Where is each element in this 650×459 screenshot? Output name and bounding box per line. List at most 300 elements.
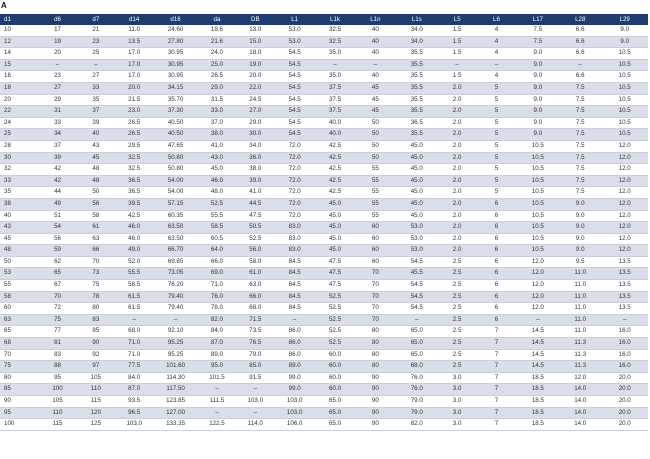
table-cell: 18 bbox=[0, 82, 38, 94]
table-cell: 13.5 bbox=[115, 36, 153, 48]
table-cell: 14.0 bbox=[559, 419, 601, 431]
table-cell: – bbox=[396, 314, 438, 326]
table-cell: 49.0 bbox=[115, 245, 153, 257]
table-cell: 70 bbox=[38, 291, 76, 303]
table-cell: 35.5 bbox=[396, 106, 438, 118]
table-cell: 101.60 bbox=[153, 361, 197, 373]
table-cell: 56 bbox=[38, 233, 76, 245]
table-cell: 65.0 bbox=[315, 407, 355, 419]
table-cell: – bbox=[198, 384, 236, 396]
table-cell: 22.0 bbox=[236, 82, 274, 94]
table-cell: 60 bbox=[0, 303, 38, 315]
table-cell: 12.0 bbox=[601, 164, 648, 176]
table-cell: 60.5 bbox=[198, 233, 236, 245]
table-cell: 53.0 bbox=[274, 36, 314, 48]
table-cell: 35 bbox=[0, 187, 38, 199]
table-cell: 5 bbox=[476, 164, 516, 176]
table-cell: 66.70 bbox=[153, 245, 197, 257]
table-cell: 10.5 bbox=[517, 164, 559, 176]
table-cell: 41.0 bbox=[236, 187, 274, 199]
table-cell: 65.0 bbox=[315, 396, 355, 408]
table-cell: 19.0 bbox=[236, 59, 274, 71]
table-cell: 52.0 bbox=[115, 256, 153, 268]
table-cell: 2.5 bbox=[438, 361, 476, 373]
table-cell: 6 bbox=[476, 233, 516, 245]
table-cell: 42 bbox=[38, 175, 76, 187]
table-cell: 54.00 bbox=[153, 175, 197, 187]
table-cell: 85 bbox=[77, 326, 115, 338]
table-cell: 7.5 bbox=[559, 140, 601, 152]
table-cell: 19 bbox=[38, 36, 76, 48]
table-cell: 21 bbox=[77, 25, 115, 36]
table-cell: 2.0 bbox=[438, 152, 476, 164]
table-cell: 42.5 bbox=[115, 210, 153, 222]
table-cell: – bbox=[601, 314, 648, 326]
table-cell: 17.0 bbox=[115, 48, 153, 60]
table-cell: 111.5 bbox=[198, 396, 236, 408]
table-cell: 47.5 bbox=[315, 268, 355, 280]
table-cell: 90 bbox=[0, 396, 38, 408]
table-cell: 25 bbox=[77, 48, 115, 60]
table-cell: 31.5 bbox=[198, 94, 236, 106]
table-cell: 52.5 bbox=[236, 233, 274, 245]
table-cell: 55 bbox=[355, 187, 395, 199]
table-cell: 60.0 bbox=[315, 372, 355, 384]
table-cell: 114.0 bbox=[236, 419, 274, 431]
table-cell: 2.0 bbox=[438, 222, 476, 234]
table-cell: 39.0 bbox=[236, 175, 274, 187]
table-row bbox=[0, 140, 648, 152]
table-cell: 2.0 bbox=[438, 175, 476, 187]
table-cell: 14.0 bbox=[559, 396, 601, 408]
table-cell: 33.0 bbox=[198, 106, 236, 118]
table-cell: 5 bbox=[476, 187, 516, 199]
table-cell: 2.0 bbox=[438, 187, 476, 199]
table-cell: 10.5 bbox=[517, 222, 559, 234]
table-cell: 45.0 bbox=[396, 140, 438, 152]
table-row bbox=[0, 25, 648, 36]
table-cell: 83.0 bbox=[274, 233, 314, 245]
table-cell: 42.5 bbox=[315, 175, 355, 187]
table-cell: 63.50 bbox=[153, 222, 197, 234]
table-cell: 52.5 bbox=[315, 314, 355, 326]
table-cell: 60 bbox=[355, 256, 395, 268]
table-cell: 35.5 bbox=[396, 82, 438, 94]
table-cell: 71.0 bbox=[198, 280, 236, 292]
table-cell: 84.5 bbox=[274, 256, 314, 268]
table-cell: 17 bbox=[38, 25, 76, 36]
table-cell: 50 bbox=[355, 140, 395, 152]
table-cell: 34.0 bbox=[236, 140, 274, 152]
table-cell: 11.0 bbox=[559, 303, 601, 315]
table-cell: 78 bbox=[77, 291, 115, 303]
table-cell: 4 bbox=[476, 71, 516, 83]
table-cell: 65.0 bbox=[315, 419, 355, 431]
table-cell: 40 bbox=[355, 25, 395, 36]
table-cell: 69.0 bbox=[198, 268, 236, 280]
table-cell: 7.5 bbox=[517, 25, 559, 36]
table-cell: – bbox=[559, 59, 601, 71]
table-cell: 80 bbox=[355, 338, 395, 350]
table-cell: 50 bbox=[355, 129, 395, 141]
table-cell: – bbox=[236, 384, 274, 396]
table-row bbox=[0, 48, 648, 60]
table-cell: 60.35 bbox=[153, 210, 197, 222]
table-cell: 36.5 bbox=[115, 187, 153, 199]
table-cell: 53.0 bbox=[396, 222, 438, 234]
table-cell: 12.0 bbox=[601, 175, 648, 187]
table-cell: 15.0 bbox=[236, 36, 274, 48]
table-cell: 53.0 bbox=[274, 25, 314, 36]
table-cell: 80 bbox=[77, 303, 115, 315]
table-cell: 84.5 bbox=[274, 280, 314, 292]
table-cell: 54 bbox=[38, 222, 76, 234]
table-cell: 10.5 bbox=[517, 198, 559, 210]
table-cell: 11.0 bbox=[115, 25, 153, 36]
table-cell: 24 bbox=[0, 117, 38, 129]
table-cell: 14.0 bbox=[559, 384, 601, 396]
table-cell: 50 bbox=[0, 256, 38, 268]
table-cell: 93.5 bbox=[115, 396, 153, 408]
table-cell: 99.0 bbox=[274, 384, 314, 396]
table-cell: 2.0 bbox=[438, 106, 476, 118]
table-cell: 11.0 bbox=[559, 314, 601, 326]
table-cell: 52.5 bbox=[315, 291, 355, 303]
table-cell: 14.5 bbox=[517, 338, 559, 350]
table-cell: 105 bbox=[77, 372, 115, 384]
table-cell: 49 bbox=[38, 198, 76, 210]
table-cell: 5 bbox=[476, 117, 516, 129]
table-cell: 76.5 bbox=[236, 338, 274, 350]
table-cell: 5 bbox=[476, 175, 516, 187]
table-cell: 2.0 bbox=[438, 245, 476, 257]
table-row bbox=[0, 82, 648, 94]
table-cell: 72.0 bbox=[274, 187, 314, 199]
table-cell: 16.0 bbox=[601, 326, 648, 338]
column-header: d6 bbox=[38, 14, 76, 25]
table-row bbox=[0, 372, 648, 384]
table-cell: 21.6 bbox=[198, 36, 236, 48]
table-cell: 3.0 bbox=[438, 372, 476, 384]
table-cell: 37.5 bbox=[315, 82, 355, 94]
table-cell: 30.95 bbox=[153, 48, 197, 60]
table-cell: 65.0 bbox=[396, 349, 438, 361]
table-cell: 13.5 bbox=[601, 303, 648, 315]
table-cell: 11.0 bbox=[559, 268, 601, 280]
table-cell: 29 bbox=[38, 94, 76, 106]
table-cell: 70 bbox=[355, 291, 395, 303]
table-cell: 47.5 bbox=[236, 210, 274, 222]
table-cell: 3.0 bbox=[438, 396, 476, 408]
column-header: d1 bbox=[0, 14, 38, 25]
table-cell: 51 bbox=[38, 210, 76, 222]
column-header: L1 bbox=[274, 14, 314, 25]
table-cell: 18.5 bbox=[517, 384, 559, 396]
table-cell: 10.5 bbox=[601, 71, 648, 83]
table-cell: 65.0 bbox=[396, 326, 438, 338]
table-cell: 42 bbox=[38, 164, 76, 176]
table-cell: 88 bbox=[38, 361, 76, 373]
table-cell: 10.5 bbox=[601, 48, 648, 60]
table-cell: 20.0 bbox=[115, 82, 153, 94]
table-cell: 33 bbox=[77, 82, 115, 94]
table-cell: 95 bbox=[38, 372, 76, 384]
table-cell: 2.0 bbox=[438, 94, 476, 106]
table-cell: 103.0 bbox=[115, 419, 153, 431]
table-cell: 72.0 bbox=[274, 210, 314, 222]
table-cell: 16 bbox=[0, 71, 38, 83]
table-cell: 6 bbox=[476, 268, 516, 280]
table-cell: 20 bbox=[38, 48, 76, 60]
table-cell: 53.0 bbox=[396, 245, 438, 257]
table-cell: 44.5 bbox=[236, 198, 274, 210]
table-cell: 12.0 bbox=[601, 140, 648, 152]
table-cell: 26.5 bbox=[198, 71, 236, 83]
table-cell: 50 bbox=[355, 152, 395, 164]
table-cell: 38.0 bbox=[236, 164, 274, 176]
table-cell: 60 bbox=[355, 245, 395, 257]
table-cell: 48 bbox=[0, 245, 38, 257]
table-cell: – bbox=[153, 314, 197, 326]
table-cell: 55 bbox=[355, 164, 395, 176]
table-cell: 65 bbox=[38, 268, 76, 280]
table-cell: 81 bbox=[38, 338, 76, 350]
table-cell: 1.5 bbox=[438, 36, 476, 48]
table-row bbox=[0, 71, 648, 83]
table-cell: 3.0 bbox=[438, 407, 476, 419]
table-cell: 38.0 bbox=[198, 129, 236, 141]
table-cell: 7 bbox=[476, 419, 516, 431]
table-cell: 9.0 bbox=[517, 94, 559, 106]
table-cell: 36.5 bbox=[396, 117, 438, 129]
table-cell: 84.5 bbox=[274, 291, 314, 303]
table-cell: 47.65 bbox=[153, 140, 197, 152]
table-cell: 32.5 bbox=[115, 152, 153, 164]
table-row bbox=[0, 407, 648, 419]
table-cell: 18.5 bbox=[517, 407, 559, 419]
table-cell: 9.0 bbox=[517, 59, 559, 71]
table-cell: 50.5 bbox=[236, 222, 274, 234]
table-cell: 63 bbox=[77, 233, 115, 245]
table-cell: 34 bbox=[38, 129, 76, 141]
table-cell: 83 bbox=[38, 349, 76, 361]
table-cell: 6 bbox=[476, 256, 516, 268]
table-cell: 62 bbox=[38, 256, 76, 268]
table-cell: 76.0 bbox=[396, 372, 438, 384]
table-cell: 47.5 bbox=[315, 256, 355, 268]
table-cell: 9.0 bbox=[517, 71, 559, 83]
table-cell: 40.0 bbox=[315, 117, 355, 129]
table-cell: 73 bbox=[77, 268, 115, 280]
table-cell: 12.0 bbox=[517, 291, 559, 303]
table-cell: 52.5 bbox=[198, 198, 236, 210]
table-cell: 95.25 bbox=[153, 349, 197, 361]
table-cell: 35.70 bbox=[153, 94, 197, 106]
table-cell: 16.0 bbox=[601, 361, 648, 373]
table-cell: 106.0 bbox=[274, 419, 314, 431]
table-cell: 61.5 bbox=[115, 291, 153, 303]
table-cell: 45.0 bbox=[396, 152, 438, 164]
table-cell: 100 bbox=[0, 419, 38, 431]
table-cell: 60.0 bbox=[315, 349, 355, 361]
column-header: d7 bbox=[77, 14, 115, 25]
table-cell: 20.0 bbox=[236, 71, 274, 83]
table-cell: 20.0 bbox=[601, 419, 648, 431]
table-cell: 16.0 bbox=[601, 349, 648, 361]
table-cell: 45.0 bbox=[315, 210, 355, 222]
table-cell: 15 bbox=[0, 59, 38, 71]
table-cell: 55 bbox=[355, 198, 395, 210]
table-cell: 29.0 bbox=[236, 117, 274, 129]
table-cell: 125 bbox=[77, 419, 115, 431]
table-cell: 2.0 bbox=[438, 129, 476, 141]
table-cell: – bbox=[438, 59, 476, 71]
table-cell: 101.5 bbox=[198, 372, 236, 384]
table-cell: 44 bbox=[38, 187, 76, 199]
table-row bbox=[0, 256, 648, 268]
table-cell: 2.0 bbox=[438, 117, 476, 129]
table-cell: 9.0 bbox=[517, 82, 559, 94]
table-cell: 42.5 bbox=[315, 164, 355, 176]
table-cell: 57.15 bbox=[153, 198, 197, 210]
table-row bbox=[0, 36, 648, 48]
table-cell: 6.6 bbox=[559, 36, 601, 48]
table-cell: 55 bbox=[0, 280, 38, 292]
table-cell: 37.5 bbox=[315, 106, 355, 118]
table-cell: 6.6 bbox=[559, 25, 601, 36]
table-cell: 6 bbox=[476, 314, 516, 326]
table-cell: 10.5 bbox=[517, 152, 559, 164]
table-cell: 9.0 bbox=[559, 210, 601, 222]
table-cell: 79.0 bbox=[236, 349, 274, 361]
table-cell: 80 bbox=[0, 372, 38, 384]
table-cell: 66.0 bbox=[236, 291, 274, 303]
table-cell: 96.5 bbox=[115, 407, 153, 419]
table-cell: – bbox=[38, 59, 76, 71]
table-cell: 55 bbox=[355, 175, 395, 187]
table-cell: 42.5 bbox=[315, 152, 355, 164]
table-cell: 70 bbox=[355, 268, 395, 280]
table-cell: 54.5 bbox=[274, 94, 314, 106]
table-cell: 28 bbox=[0, 140, 38, 152]
table-cell: 80 bbox=[355, 326, 395, 338]
table-cell: 72.0 bbox=[274, 164, 314, 176]
table-cell: 46.0 bbox=[198, 175, 236, 187]
table-cell: 54.5 bbox=[274, 106, 314, 118]
column-header: da bbox=[198, 14, 236, 25]
table-cell: 2.5 bbox=[438, 326, 476, 338]
table-cell: 9.0 bbox=[601, 36, 648, 48]
table-cell: 50.80 bbox=[153, 164, 197, 176]
table-cell: 12.0 bbox=[601, 233, 648, 245]
table-cell: 54.00 bbox=[153, 187, 197, 199]
table-cell: 22 bbox=[0, 106, 38, 118]
table-cell: 7 bbox=[476, 338, 516, 350]
table-cell: 45 bbox=[77, 152, 115, 164]
table-cell: 86.0 bbox=[274, 349, 314, 361]
table-cell: 2.5 bbox=[438, 303, 476, 315]
table-cell: 63.0 bbox=[236, 280, 274, 292]
table-cell: 12.0 bbox=[601, 210, 648, 222]
table-cell: 79.0 bbox=[396, 407, 438, 419]
table-cell: 79.0 bbox=[396, 396, 438, 408]
table-cell: 7.5 bbox=[559, 152, 601, 164]
table-cell: 95.25 bbox=[153, 338, 197, 350]
table-cell: 43.0 bbox=[198, 152, 236, 164]
table-cell: 14.0 bbox=[559, 407, 601, 419]
table-cell: 18.5 bbox=[517, 419, 559, 431]
table-cell: 2.0 bbox=[438, 210, 476, 222]
table-cell: 20 bbox=[0, 94, 38, 106]
table-cell: 40 bbox=[355, 36, 395, 48]
column-header: d14 bbox=[115, 14, 153, 25]
table-cell: 54.5 bbox=[396, 291, 438, 303]
table-cell: 76.0 bbox=[396, 384, 438, 396]
table-cell: 6 bbox=[476, 245, 516, 257]
table-cell: 115 bbox=[38, 419, 76, 431]
table-cell: 34.15 bbox=[153, 82, 197, 94]
table-cell: 110 bbox=[77, 384, 115, 396]
table-cell: 95.0 bbox=[198, 361, 236, 373]
table-cell: 45.0 bbox=[315, 245, 355, 257]
table-cell: 12.0 bbox=[517, 256, 559, 268]
table-cell: 35.5 bbox=[396, 94, 438, 106]
table-cell: 25.0 bbox=[198, 59, 236, 71]
table-cell: – bbox=[476, 59, 516, 71]
table-cell: 12.0 bbox=[601, 245, 648, 257]
table-row bbox=[0, 210, 648, 222]
table-cell: 9.5 bbox=[559, 256, 601, 268]
table-cell: 54.5 bbox=[274, 129, 314, 141]
table-cell: 32 bbox=[0, 164, 38, 176]
table-cell: 45 bbox=[355, 82, 395, 94]
table-cell: 110 bbox=[38, 407, 76, 419]
table-cell: 37.30 bbox=[153, 106, 197, 118]
table-cell: – bbox=[315, 59, 355, 71]
table-cell: 9.0 bbox=[517, 48, 559, 60]
table-cell: – bbox=[236, 407, 274, 419]
table-cell: 61.5 bbox=[115, 303, 153, 315]
table-cell: 50 bbox=[77, 187, 115, 199]
table-cell: 90 bbox=[77, 338, 115, 350]
table-cell: 72.0 bbox=[274, 152, 314, 164]
table-cell: 12.0 bbox=[601, 152, 648, 164]
table-cell: 1.5 bbox=[438, 25, 476, 36]
table-cell: 10.5 bbox=[601, 106, 648, 118]
table-cell: 90 bbox=[355, 396, 395, 408]
table-cell: 35.0 bbox=[315, 71, 355, 83]
column-header: L1n bbox=[355, 14, 395, 25]
table-cell: 12.0 bbox=[601, 198, 648, 210]
table-cell: 2.0 bbox=[438, 233, 476, 245]
table-cell: 32.5 bbox=[315, 25, 355, 36]
table-cell: 73.5 bbox=[236, 326, 274, 338]
table-cell: 79.40 bbox=[153, 303, 197, 315]
table-row bbox=[0, 94, 648, 106]
table-cell: 45.0 bbox=[396, 175, 438, 187]
table-cell: 11.0 bbox=[559, 291, 601, 303]
table-row bbox=[0, 314, 648, 326]
table-cell: 67 bbox=[38, 280, 76, 292]
table-cell: 60 bbox=[355, 233, 395, 245]
table-row bbox=[0, 245, 648, 257]
table-cell: 40 bbox=[77, 129, 115, 141]
table-cell: 73.05 bbox=[153, 268, 197, 280]
table-cell: 52.5 bbox=[315, 326, 355, 338]
table-cell: 32.5 bbox=[115, 164, 153, 176]
table-cell: 87.0 bbox=[198, 338, 236, 350]
table-cell: 75 bbox=[38, 314, 76, 326]
